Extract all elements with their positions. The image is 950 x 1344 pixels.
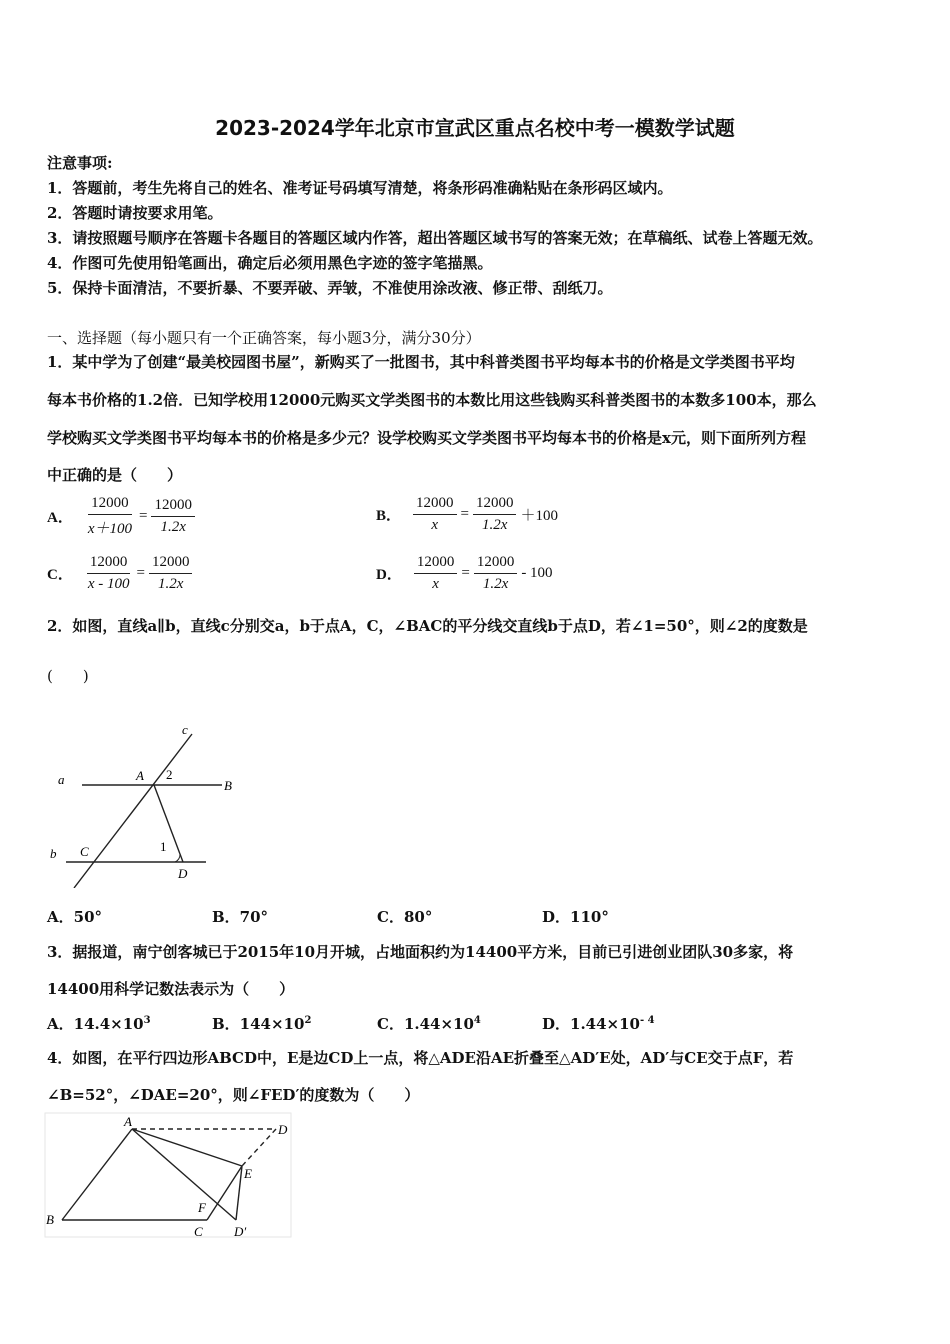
option-base: A．14.4×10 xyxy=(47,1015,144,1033)
q1-option-a[interactable] xyxy=(47,495,201,538)
q2-option-b[interactable]: B．70° xyxy=(212,908,269,926)
tail-term: ＋100 xyxy=(520,508,558,524)
option-exponent: 2 xyxy=(304,1015,312,1026)
q3-option-a[interactable] xyxy=(47,1013,151,1034)
denominator: 1.2x xyxy=(158,576,184,592)
q4-text: ∠B=52°，∠DAE=20°，则∠FED′的度数为（ ） xyxy=(47,1086,420,1104)
label-point-e: E xyxy=(244,1166,252,1181)
notice-item: 2．答题时请按要求用笔。 xyxy=(47,204,223,222)
label-point-f: F xyxy=(198,1200,206,1215)
label-point-a: A xyxy=(124,1114,132,1129)
section-heading: 一、选择题（每小题只有一个正确答案，每小题3分，满分30分） xyxy=(47,329,481,347)
q1-text: 中正确的是（ ） xyxy=(47,466,183,484)
segment-ad-prime xyxy=(132,1129,236,1220)
q1-option-d[interactable] xyxy=(376,554,555,593)
label-point-b: B xyxy=(46,1212,54,1227)
segment-ae xyxy=(132,1129,242,1166)
q3-option-b[interactable] xyxy=(212,1013,311,1034)
numerator: 12000 xyxy=(87,554,131,574)
option-exponent: 4 xyxy=(473,1015,481,1026)
label-a: a xyxy=(58,772,65,787)
numerator: 12000 xyxy=(473,495,517,515)
segment-ab xyxy=(62,1129,132,1220)
numerator: 12000 xyxy=(413,495,457,515)
option-label: C． xyxy=(47,567,73,583)
label-point-a: A xyxy=(136,768,144,783)
q1-text: 学校购买文学类图书平均每本书的价格是多少元？设学校购买文学类图书平均每本书的价格是x元，则下面所列方程 xyxy=(47,429,806,447)
option-exponent: - 4 xyxy=(639,1015,655,1026)
label-angle-1: 1 xyxy=(160,839,167,854)
option-base: D．1.44×10 xyxy=(542,1015,640,1033)
q4-figure xyxy=(44,1112,294,1240)
q3-option-c[interactable] xyxy=(377,1013,481,1034)
q1-text: 1．某中学为了创建“最美校园图书屋”，新购买了一批图书，其中科普类图书平均每本书的价格是文学类图书平均 xyxy=(47,353,795,371)
label-point-d: D xyxy=(278,1122,288,1137)
q4-text: 4．如图，在平行四边形ABCD中，E是边CD上一点，将△ADE沿AE折叠至△AD′E处，AD′与CE交于点F，若 xyxy=(47,1049,794,1067)
tail-term: - 100 xyxy=(521,565,553,581)
denominator: x＋100 xyxy=(87,521,133,537)
bisector-ad xyxy=(154,785,183,862)
option-label: D． xyxy=(376,567,402,583)
label-point-c: C xyxy=(80,844,89,859)
notice-heading: 注意事项: xyxy=(47,154,113,172)
option-exponent: 3 xyxy=(143,1015,151,1026)
label-point-d-prime: D′ xyxy=(234,1224,247,1239)
label-point-d: D xyxy=(178,866,188,881)
option-label: B． xyxy=(376,508,402,524)
equals-sign: = xyxy=(136,565,145,581)
q3-text: 3．据报道，南宁创客城已于2015年10月开城，占地面积约为14400平方米，目前已引进创业团队30多家，将 xyxy=(47,943,794,961)
label-c: c xyxy=(182,722,188,737)
equals-sign: = xyxy=(460,506,469,522)
page-title: 2023-2024学年北京市宣武区重点名校中考一模数学试题 xyxy=(215,116,735,140)
numerator: 12000 xyxy=(88,495,132,515)
denominator: 1.2x xyxy=(160,519,186,535)
equals-sign: = xyxy=(139,508,148,524)
notice-item: 1．答题前，考生先将自己的姓名、准考证号码填写清楚，将条形码准确粘贴在条形码区域内。 xyxy=(47,179,673,197)
notice-item: 5．保持卡面清洁，不要折暴、不要弄破、弄皱，不准使用涂改液、修正带、刮纸刀。 xyxy=(47,279,613,297)
q1-option-b[interactable] xyxy=(376,495,560,534)
q2-option-d[interactable]: D．110° xyxy=(542,908,609,926)
segment-de-dashed xyxy=(242,1129,276,1166)
numerator: 12000 xyxy=(151,497,195,517)
numerator: 12000 xyxy=(414,554,458,574)
q2-option-a[interactable]: A．50° xyxy=(47,908,103,926)
numerator: 12000 xyxy=(474,554,518,574)
line-c xyxy=(74,734,192,888)
numerator: 12000 xyxy=(149,554,193,574)
figure-frame xyxy=(45,1113,291,1237)
option-label: A． xyxy=(47,510,73,526)
label-b: b xyxy=(50,846,57,861)
denominator: x - 100 xyxy=(87,576,130,592)
option-base: C．1.44×10 xyxy=(377,1015,474,1033)
equals-sign: = xyxy=(461,565,470,581)
q2-text: 2．如图，直线a∥b，直线c分别交a，b于点A，C，∠BAC的平分线交直线b于点D，若∠1=50°，则∠2的度数是 xyxy=(47,617,808,635)
label-point-c: C xyxy=(194,1224,203,1239)
denominator: x xyxy=(431,517,439,533)
denominator: 1.2x xyxy=(482,517,508,533)
angle-1-arc xyxy=(175,854,180,862)
denominator: 1.2x xyxy=(482,576,509,592)
option-base: B．144×10 xyxy=(212,1015,305,1033)
label-angle-2: 2 xyxy=(166,767,173,782)
label-point-b: B xyxy=(224,778,232,793)
q3-option-d[interactable] xyxy=(542,1013,655,1034)
denominator: x xyxy=(432,576,439,592)
q1-text: 每本书价格的1.2倍．已知学校用12000元购买文学类图书的本数比用这些钱购买科普类图书的本数多100本，那么 xyxy=(47,391,817,409)
notice-item: 4．作图可先使用铅笔画出，确定后必须用黑色字迹的签字笔描黑。 xyxy=(47,254,493,272)
q2-option-c[interactable]: C．80° xyxy=(377,908,433,926)
notice-item: 3．请按照题号顺序在答题卡各题目的答题区域内作答，超出答题区域书写的答案无效；在草稿纸、试卷上答题无效。 xyxy=(47,229,823,247)
q2-text: ( ) xyxy=(47,667,89,685)
q3-text: 14400用科学记数法表示为（ ） xyxy=(47,980,295,998)
q2-figure xyxy=(44,718,244,888)
q1-option-c[interactable] xyxy=(47,554,198,593)
